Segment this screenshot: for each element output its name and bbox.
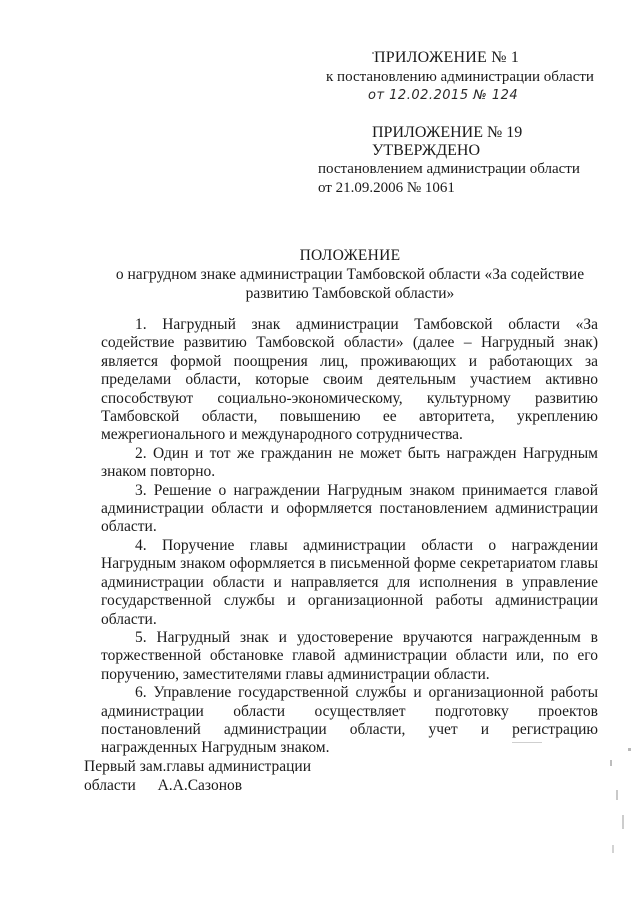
- appendix-1-subtitle: к постановлению администрации области: [326, 69, 594, 85]
- paragraph-1: 1. Нагрудный знак администрации Тамбовской области «За содействие развитию Тамбовской области» (далее – Нагрудный знак) является формой поощрения лиц, проживающих и работающих за пределами области, которые своим деятельным участием активно способствуют социально-экономическому, культурному развитию Тамбовской области, повышению ее авторитета, укреплению межрегионального и международного сотрудничества.: [101, 316, 598, 444]
- document-heading: ПОЛОЖЕНИЕ: [299, 247, 401, 264]
- signatory-org: области: [84, 777, 136, 794]
- scan-speck: [616, 790, 618, 800]
- signature-block: [84, 757, 404, 795]
- approved-label: УТВЕРЖДЕНО: [372, 142, 481, 159]
- document-title-block: [90, 246, 610, 303]
- scan-speck: [610, 760, 612, 766]
- paragraph-2: 2. Один и тот же гражданин не может быть награжден Нагрудным знаком повторно.: [101, 444, 598, 481]
- appendix-19-block: [318, 124, 618, 198]
- scan-speck: [372, 52, 374, 54]
- scan-speck: [512, 742, 542, 743]
- scan-speck: [612, 845, 614, 853]
- paragraph-3: 3. Решение о награждении Нагрудным знаком принимается главой администрации области и оформляется постановлением администрации области.: [101, 481, 598, 536]
- document-subject-line-1: о нагрудном знаке администрации Тамбовской области «За содействие: [115, 266, 585, 283]
- signatory-position: Первый зам.главы администрации: [84, 758, 312, 775]
- approved-date: от 21.09.2006 № 1061: [318, 180, 455, 196]
- scan-speck: [622, 815, 624, 829]
- appendix-19-title: ПРИЛОЖЕНИЕ № 19: [372, 124, 523, 141]
- scan-speck: [628, 748, 631, 751]
- document-subject-line-2: развитию Тамбовской области»: [245, 285, 455, 302]
- paragraph-5: 5. Нагрудный знак и удостоверение вручаются награжденным в торжественной обстановке главой администрации области или, по его поручению, заместителями главы администрации области.: [101, 628, 598, 683]
- appendix-1-title: ПРИЛОЖЕНИЕ № 1: [374, 49, 520, 66]
- handwritten-date-number: от 12.02.2015 № 124: [368, 88, 519, 103]
- signatory-line: [84, 776, 404, 795]
- appendix-1-block: [326, 48, 616, 105]
- signatory-name: А.А.Сазонов: [157, 777, 243, 794]
- paragraph-6: 6. Управление государственной службы и организационной работы администрации области осуществляет подготовку проектов постановлений администрации области, учет и регистрацию награжденных Нагрудным знаком.: [101, 684, 598, 757]
- paragraph-4: 4. Поручение главы администрации области о награждении Нагрудным знаком оформляется в письменной форме секретариатом главы администрации области и направляется для исполнения в управление государственной службы и организационной работы администрации области.: [101, 536, 598, 628]
- document-body: [101, 316, 598, 758]
- approved-by: постановлением администрации области: [318, 161, 580, 177]
